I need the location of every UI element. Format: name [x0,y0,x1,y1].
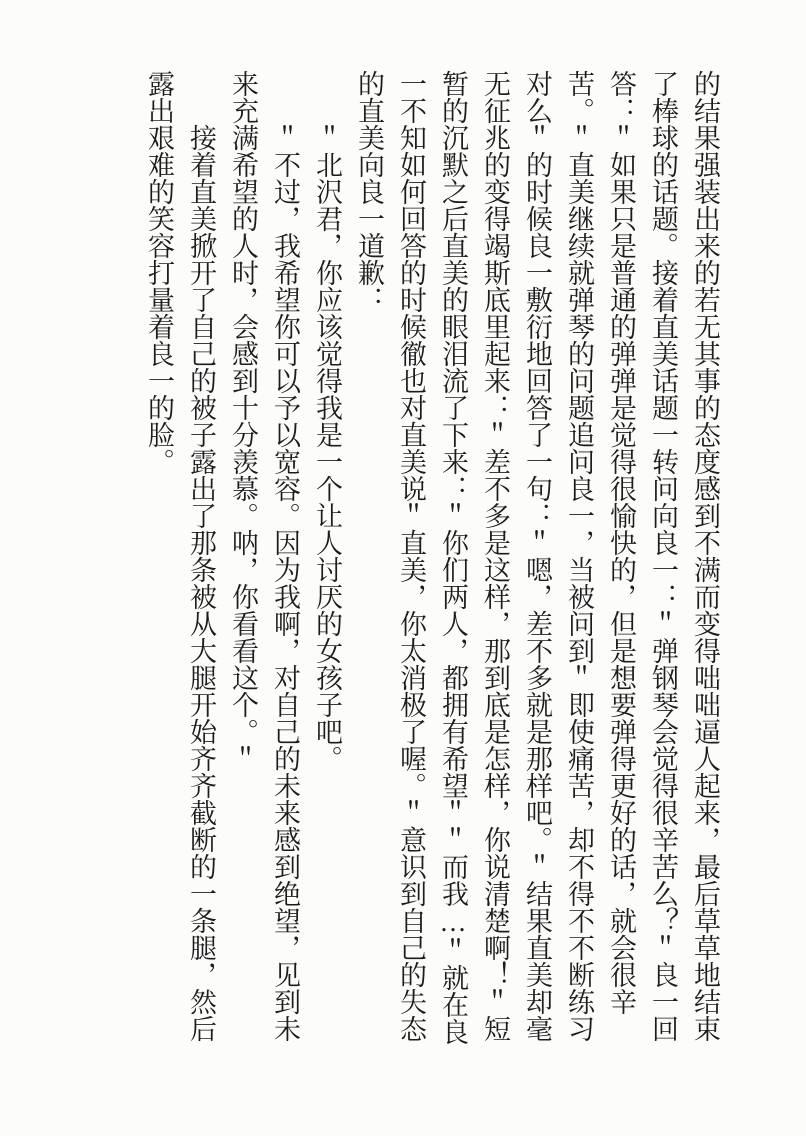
paragraph-2-dialogue: ＂北沢君，你应该觉得我是一个让人讨厌的女孩子吧。 [312,124,342,772]
vertical-text-block [126,70,726,1046]
paragraph-3-dialogue: ＂不过，我希望你可以予以宽容。因为我啊，对自己的未来感到绝望，见到未来充满希望的人时，会感到十分羡慕。呐，你看看这个。＂ [228,70,300,1042]
paragraph-4: 接着直美掀开了自己的被子露出了那条被从大腿开始齐齐截断的一条腿，然后露出艰难的笑容打量着良一的脸。 [144,70,216,1042]
paragraph-1: 的结果强装出来的若无其事的态度感到不满而变得咄咄逼人起来，最后草草地结束了棒球的话题。接着直美话题一转问向良一：＂弹钢琴会觉得很辛苦么？＂良一回答：＂如果只是普通的弹弹是觉得很愉快的，但是想要弹得更好的话，就会很辛苦。＂直美继续就弹琴的问题追问良一，当被问到＂即使痛苦，却不得不不断练习对么＂的时候良一敷衍地回答了一句：＂嗯，差不多就是那样吧。＂结果直美却毫无征兆的变得竭斯底里起来：＂差不多是这样，那到底是怎样，你说清楚啊！＂短暂的沉默之后直美的眼泪流了下来：＂你们两人，都拥有希望＂＂而我…＂就在良一不知如何回答的时候徹也对直美说＂直美，你太消极了喔。＂意识到自己的失态的直美向良一道歉： [354,70,720,1045]
